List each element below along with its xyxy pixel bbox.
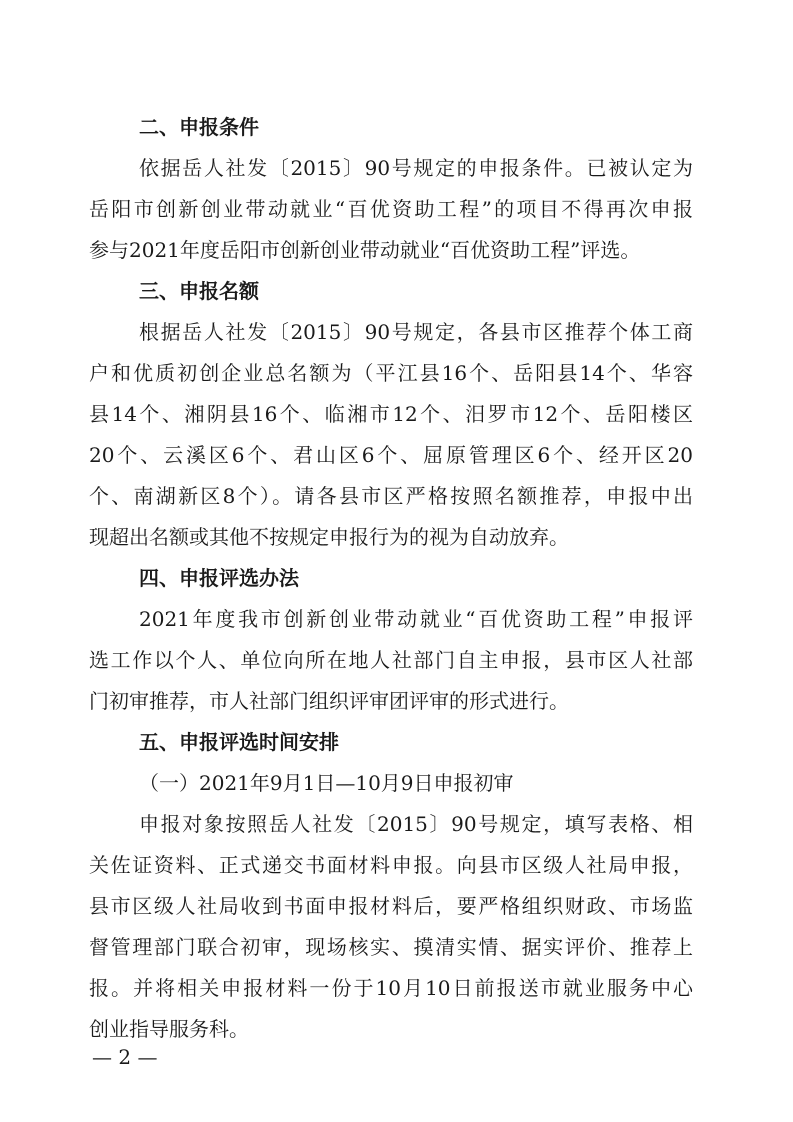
paragraph-line: 根据岳人社发〔2015〕90号规定，各县市区推荐个体工商 bbox=[139, 320, 693, 344]
paragraph-line: 县14个、湘阴县16个、临湘市12个、汨罗市12个、岳阳楼区 bbox=[89, 402, 693, 426]
paragraph-line: 现超出名额或其他不按规定申报行为的视为自动放弃。 bbox=[89, 525, 569, 549]
paragraph-line: 户和优质初创企业总名额为（平江县16个、岳阳县14个、华容 bbox=[89, 361, 693, 385]
paragraph-line: 创业指导服务科。 bbox=[89, 1017, 249, 1041]
paragraph-line: 关佐证资料、正式递交书面材料申报。向县市区级人社局申报， bbox=[89, 853, 693, 877]
page-number: — 2 — bbox=[92, 1045, 158, 1069]
section-heading-schedule: 五、申报评选时间安排 bbox=[139, 730, 339, 754]
paragraph-line: 督管理部门联合初审，现场核实、摸清实情、据实评价、推荐上 bbox=[89, 935, 693, 959]
section-heading-conditions: 二、申报条件 bbox=[139, 115, 259, 139]
section-heading-quota: 三、申报名额 bbox=[139, 279, 259, 303]
section-heading-method: 四、申报评选办法 bbox=[139, 566, 299, 590]
paragraph-line: 门初审推荐，市人社部门组织评审团评审的形式进行。 bbox=[89, 689, 569, 713]
paragraph-line: 2021年度我市创新创业带动就业“百优资助工程”申报评 bbox=[139, 607, 693, 631]
paragraph-line: 个、南湖新区8个）。请各县市区严格按照名额推荐，申报中出 bbox=[89, 484, 693, 508]
paragraph-line: 选工作以个人、单位向所在地人社部门自主申报，县市区人社部 bbox=[89, 648, 693, 672]
paragraph-line: 县市区级人社局收到书面申报材料后，要严格组织财政、市场监 bbox=[89, 894, 693, 918]
subsection-heading: （一）2021年9月1日—10月9日申报初审 bbox=[139, 771, 514, 795]
paragraph-line: 岳阳市创新创业带动就业“百优资助工程”的项目不得再次申报 bbox=[89, 197, 693, 221]
paragraph-line: 20个、云溪区6个、君山区6个、屈原管理区6个、经开区20 bbox=[89, 443, 693, 467]
paragraph-line: 报。并将相关申报材料一份于10月10日前报送市就业服务中心 bbox=[89, 976, 693, 1000]
paragraph-line: 申报对象按照岳人社发〔2015〕90号规定，填写表格、相 bbox=[139, 812, 693, 836]
paragraph-line: 参与2021年度岳阳市创新创业带动就业“百优资助工程”评选。 bbox=[89, 238, 641, 262]
paragraph-line: 依据岳人社发〔2015〕90号规定的申报条件。已被认定为 bbox=[139, 156, 693, 180]
